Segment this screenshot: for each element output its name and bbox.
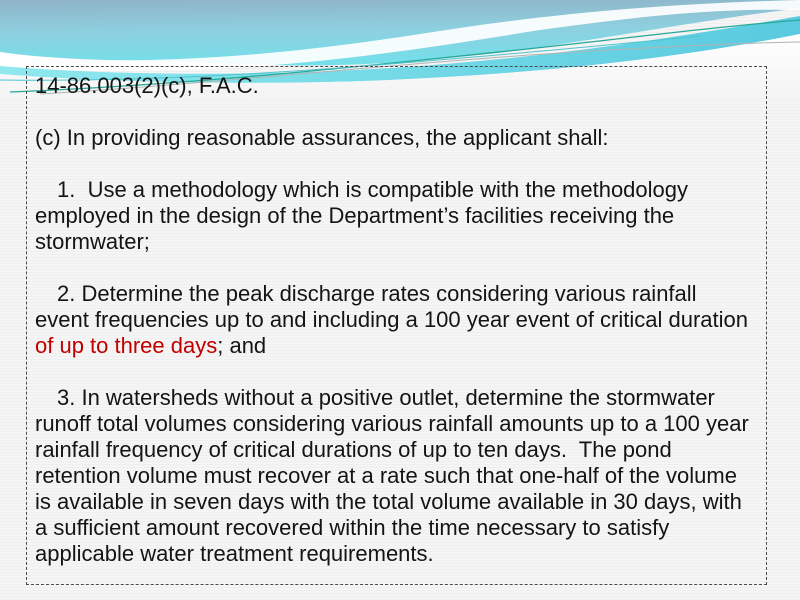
- rule-citation: [35, 73, 758, 99]
- slide-text-box: [26, 66, 767, 585]
- text-line: 14-86.003(2)(c), F.A.C.: [35, 73, 259, 98]
- text-line: rainfall frequency of critical durations of up to ten days. The pond: [35, 437, 672, 462]
- text-line: applicable water treatment requirements.: [35, 541, 434, 566]
- red-emphasis-text: of up to three days: [35, 333, 218, 358]
- text-line: (c) In providing reasonable assurances, the applicant shall:: [35, 125, 609, 150]
- item-1: [35, 177, 758, 255]
- text-line: employed in the design of the Department’s facilities receiving the: [35, 203, 675, 228]
- text-line: 2. Determine the peak discharge rates considering various rainfall: [57, 281, 697, 306]
- item-2: [35, 281, 758, 359]
- intro-statement: [35, 125, 758, 151]
- text-line: is available in seven days with the total volume available in 30 days, with: [35, 489, 742, 514]
- text-line: [35, 333, 758, 359]
- text-line: retention volume must recover at a rate such that one-half of the volume: [35, 463, 737, 488]
- text-line: a sufficient amount recovered within the time necessary to satisfy: [35, 515, 670, 540]
- text-line: runoff total volumes considering various rainfall amounts up to a 100 year: [35, 411, 749, 436]
- text-line: 1. Use a methodology which is compatible with the methodology: [57, 177, 689, 202]
- text-line: 3. In watersheds without a positive outlet, determine the stormwater: [57, 385, 715, 410]
- item-3: [35, 385, 758, 567]
- text-line-tail: ; and: [217, 333, 267, 358]
- text-line: stormwater;: [35, 229, 150, 254]
- text-line: event frequencies up to and including a 100 year event of critical duration: [35, 307, 749, 332]
